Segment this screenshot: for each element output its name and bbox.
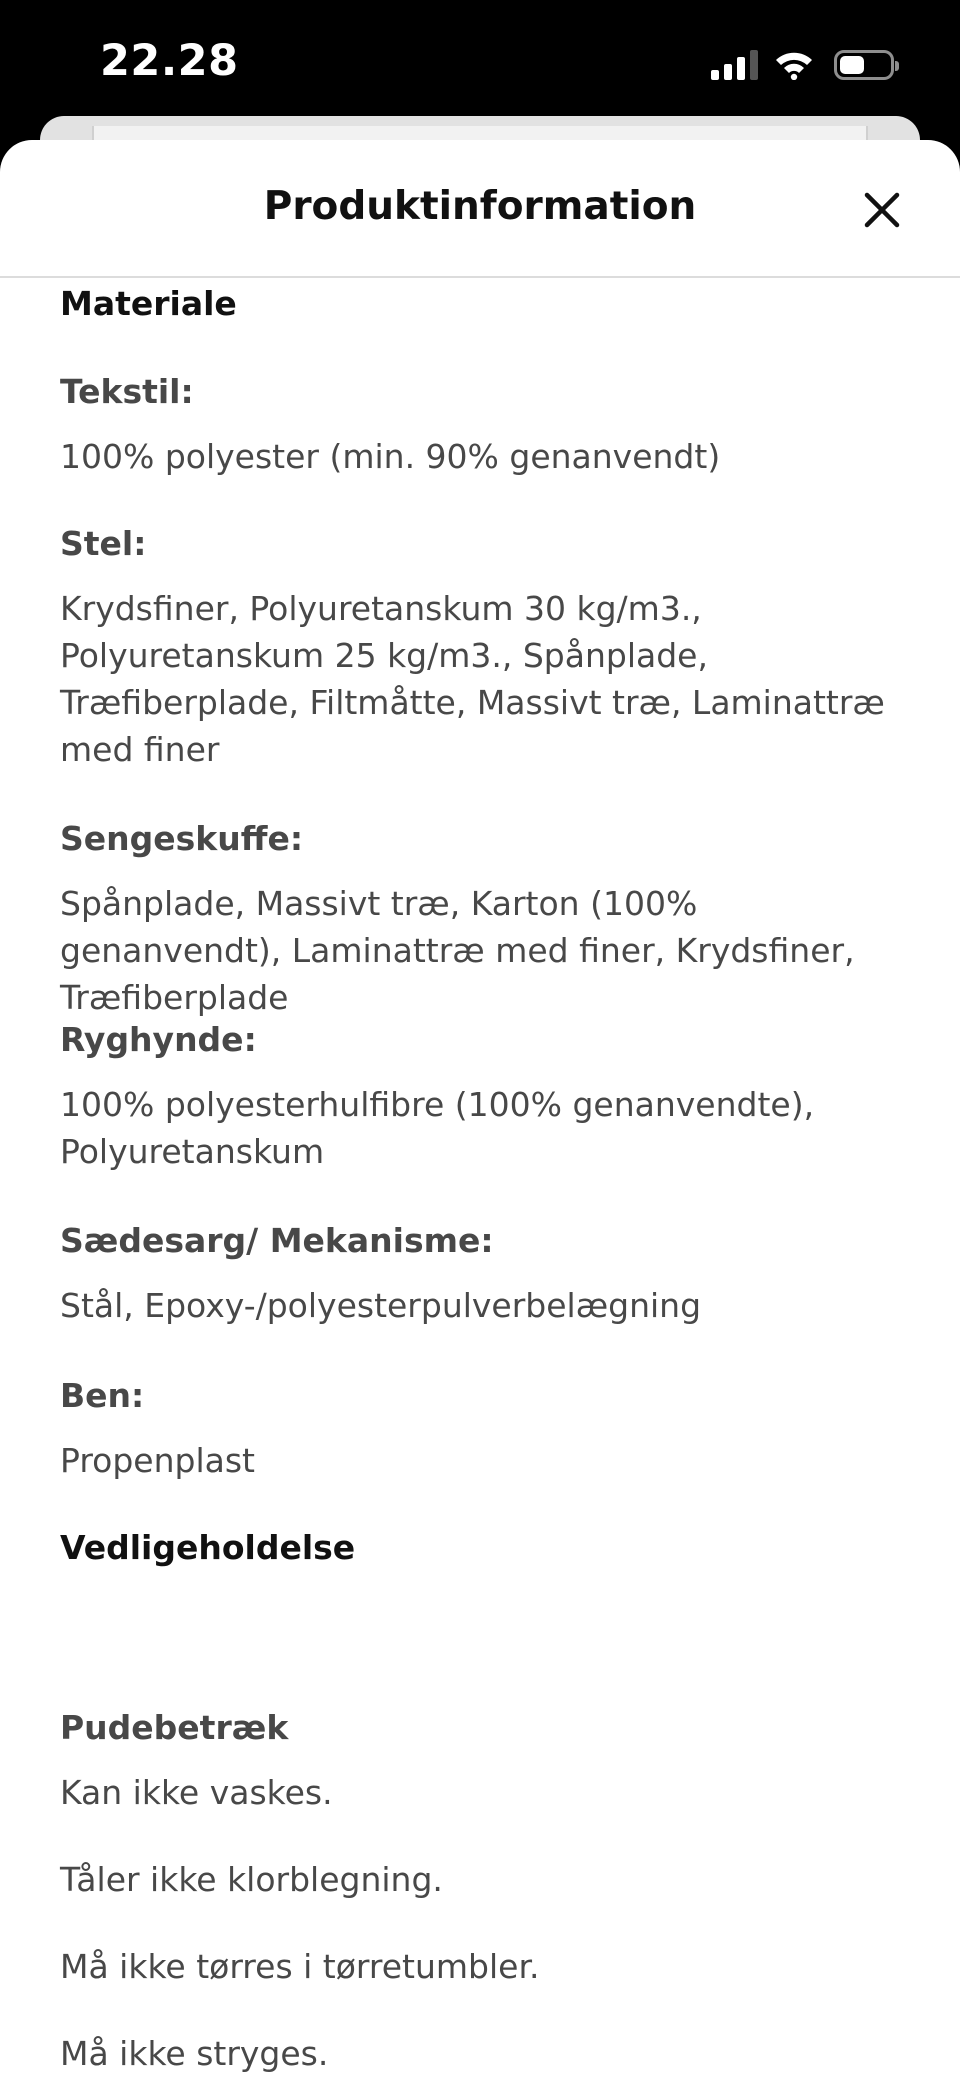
wifi-icon	[774, 50, 814, 80]
material-heading: Materiale	[60, 284, 237, 323]
care-line: Må ikke stryges.	[60, 2034, 329, 2073]
care-subheading-cushion-cover: Pudebetræk	[60, 1708, 289, 1747]
material-value-legs: Propenplast	[60, 1441, 255, 1480]
care-heading: Vedligeholdelse	[60, 1528, 356, 1567]
material-label-bed-drawer: Sengeskuffe:	[60, 819, 304, 858]
material-label-seat-frame: Sædesarg/ Mekanisme:	[60, 1221, 494, 1260]
status-time: 22.28	[100, 36, 239, 86]
modal-title: Produktinformation	[263, 184, 697, 229]
battery-icon	[834, 50, 894, 80]
signal-icon	[711, 48, 758, 80]
material-label-frame: Stel:	[60, 524, 147, 563]
modal-header	[0, 140, 960, 278]
product-info-modal	[0, 140, 960, 2078]
status-bar	[0, 0, 960, 120]
close-button[interactable]	[860, 188, 904, 232]
close-icon	[860, 188, 904, 232]
material-value-textile: 100% polyester (min. 90% genanvendt)	[60, 437, 721, 476]
status-icons	[711, 46, 894, 80]
care-line: Kan ikke vaskes.	[60, 1773, 333, 1812]
material-label-legs: Ben:	[60, 1376, 145, 1415]
material-value-frame: Krydsfiner, Polyuretanskum 30 kg/m3., Polyuretanskum 25 kg/m3., Spånplade, Træfiberplade, Filtmåtte, Massivt træ, Laminattræ med finer	[60, 589, 885, 769]
material-value-seat-frame: Stål, Epoxy-/polyesterpulverbelægning	[60, 1286, 702, 1325]
material-label-back-cushion: Ryghynde:	[60, 1020, 257, 1059]
care-line: Må ikke tørres i tørretumbler.	[60, 1947, 540, 1986]
care-line: Tåler ikke klorblegning.	[60, 1860, 443, 1899]
material-value-bed-drawer: Spånplade, Massivt træ, Karton (100% genanvendt), Laminattræ med finer, Krydsfiner, Træfiberplade	[60, 884, 855, 1017]
material-label-textile: Tekstil:	[60, 372, 194, 411]
material-value-back-cushion: 100% polyesterhulfibre (100% genanvendte), Polyuretanskum	[60, 1085, 815, 1171]
